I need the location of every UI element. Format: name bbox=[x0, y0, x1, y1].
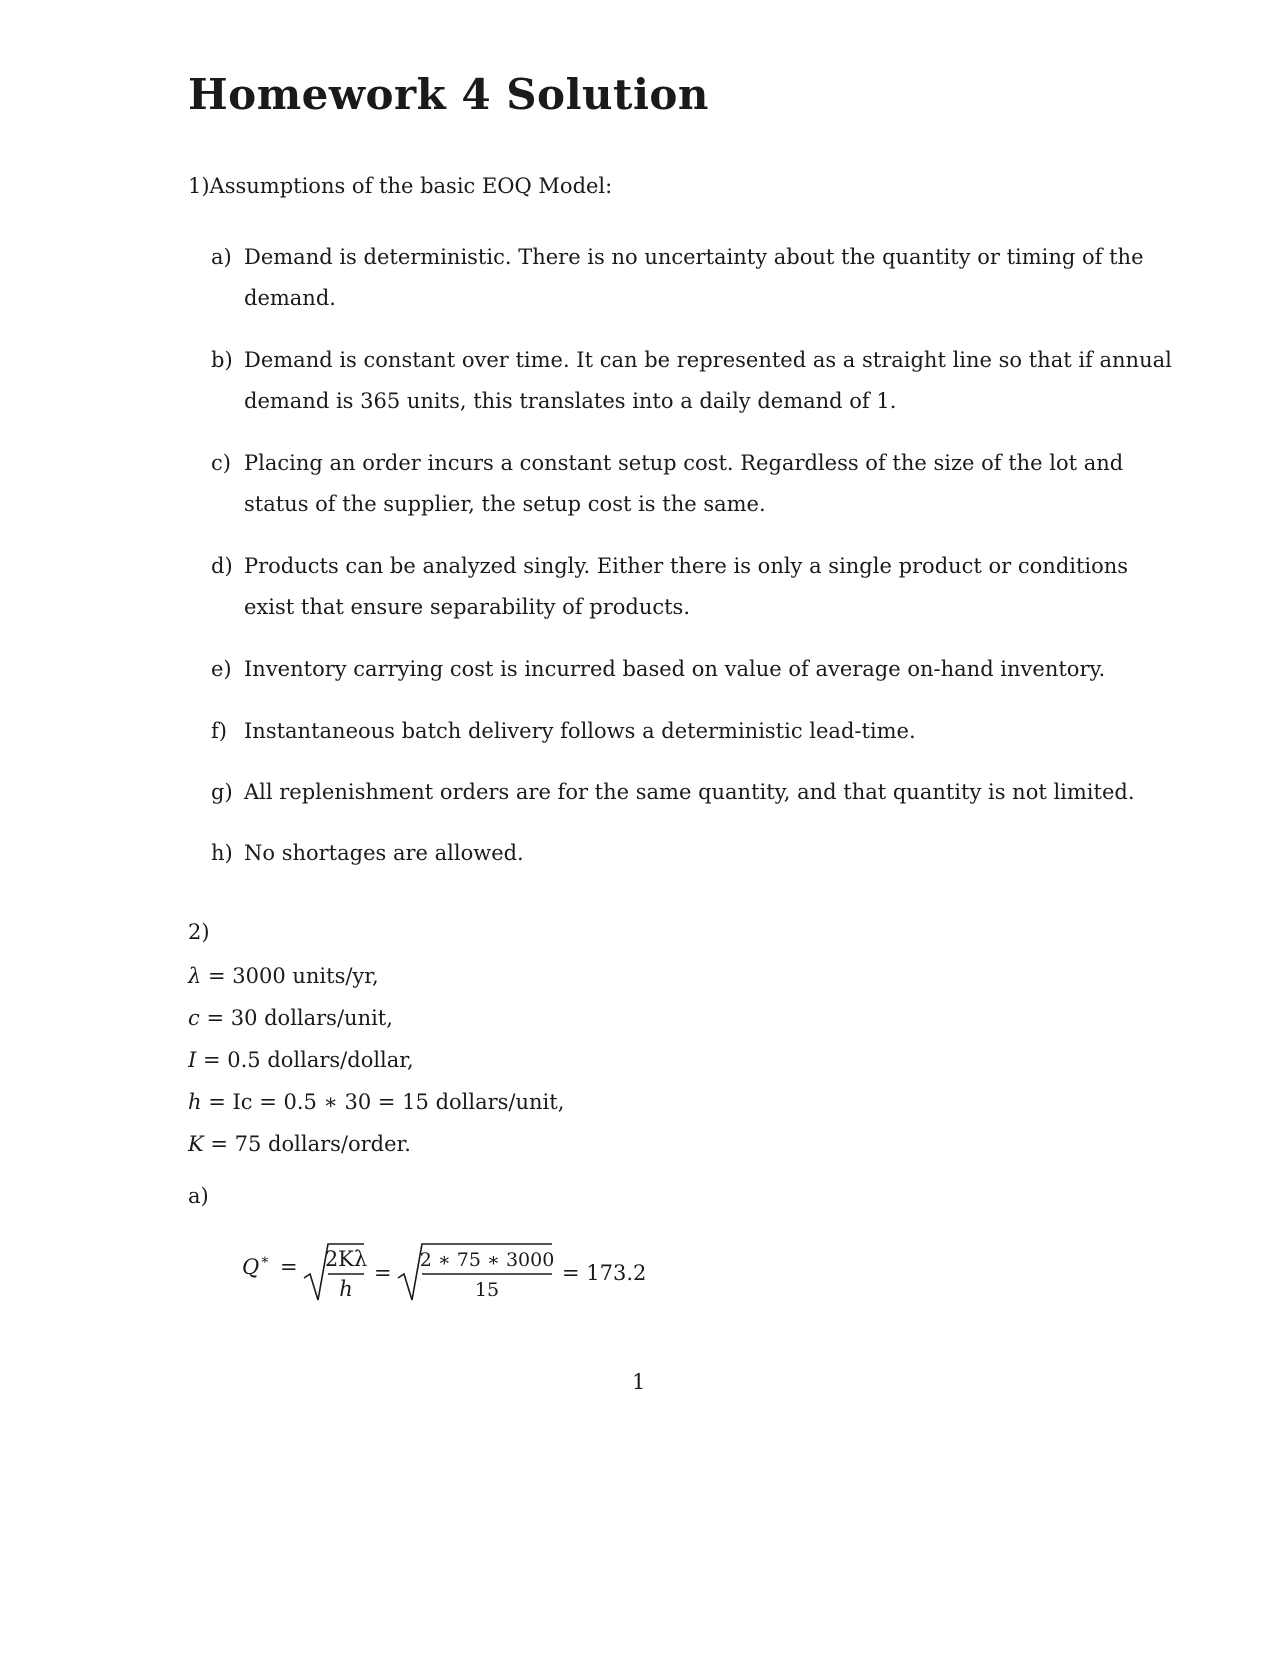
page-title: Homework 4 Solution bbox=[188, 70, 709, 119]
item-d-line-1: Products can be analyzed singly. Either there is only a single product or conditions bbox=[244, 554, 1129, 578]
item-c-label: c) bbox=[211, 451, 231, 475]
item-d-line-2: exist that ensure separability of products. bbox=[244, 595, 691, 619]
item-f-label: f) bbox=[211, 719, 227, 743]
item-a-label: a) bbox=[211, 245, 232, 269]
page-number: 1 bbox=[632, 1370, 646, 1394]
item-a-line-2: demand. bbox=[244, 286, 336, 310]
param-k-symbol: K bbox=[188, 1132, 204, 1156]
param-k-value: = 75 dollars/order. bbox=[203, 1132, 411, 1156]
item-c-line-1: Placing an order incurs a constant setup cost. Regardless of the size of the lot and bbox=[244, 451, 1124, 475]
param-lambda-value: = 3000 units/yr, bbox=[201, 964, 379, 988]
frac1-numerator: 2Kλ bbox=[324, 1247, 368, 1271]
q1-heading: 1)Assumptions of the basic EOQ Model: bbox=[188, 174, 613, 198]
param-h-value: = Ic = 0.5 ∗ 30 = 15 dollars/unit, bbox=[201, 1090, 565, 1114]
frac2-denominator: 15 bbox=[474, 1279, 500, 1301]
param-lambda-symbol: λ bbox=[188, 964, 202, 988]
item-e-line-1: Inventory carrying cost is incurred based on value of average on-hand inventory. bbox=[244, 657, 1106, 681]
formula-lhs-sup: ∗ bbox=[260, 1252, 270, 1268]
param-i-symbol: I bbox=[188, 1048, 197, 1072]
formula-result: = 173.2 bbox=[562, 1261, 647, 1285]
item-c-line-2: status of the supplier, the setup cost is the same. bbox=[244, 492, 766, 516]
item-h-line-1: No shortages are allowed. bbox=[244, 841, 524, 865]
param-c-value: = 30 dollars/unit, bbox=[199, 1006, 393, 1030]
item-g-line-1: All replenishment orders are for the same quantity, and that quantity is not limited. bbox=[244, 780, 1135, 804]
param-c bbox=[188, 1006, 393, 1030]
eoq-formula bbox=[240, 1238, 660, 1318]
param-h-symbol: h bbox=[188, 1090, 202, 1114]
param-k bbox=[188, 1132, 411, 1156]
item-h-label: h) bbox=[211, 841, 233, 865]
formula-eq-2: = bbox=[374, 1261, 392, 1285]
item-b-line-1: Demand is constant over time. It can be represented as a straight line so that if annual bbox=[244, 348, 1172, 372]
formula-lhs: Q bbox=[242, 1255, 260, 1279]
q2-heading: 2) bbox=[188, 920, 210, 944]
formula-eq-1: = bbox=[280, 1255, 298, 1279]
item-b-line-2: demand is 365 units, this translates into a daily demand of 1. bbox=[244, 389, 897, 413]
item-g-label: g) bbox=[211, 780, 233, 804]
item-a-line-1: Demand is deterministic. There is no uncertainty about the quantity or timing of the bbox=[244, 245, 1144, 269]
param-h bbox=[188, 1090, 564, 1114]
param-c-symbol: c bbox=[188, 1006, 200, 1030]
item-e-label: e) bbox=[211, 657, 232, 681]
item-d-label: d) bbox=[211, 554, 233, 578]
param-i-value: = 0.5 dollars/dollar, bbox=[196, 1048, 414, 1072]
item-b-label: b) bbox=[211, 348, 233, 372]
param-lambda bbox=[188, 964, 379, 988]
q2-part-a-label: a) bbox=[188, 1184, 209, 1208]
frac1-denominator: h bbox=[339, 1277, 353, 1301]
item-f-line-1: Instantaneous batch delivery follows a deterministic lead-time. bbox=[244, 719, 916, 743]
param-i bbox=[188, 1048, 414, 1072]
frac2-numerator: 2 ∗ 75 ∗ 3000 bbox=[419, 1249, 555, 1271]
